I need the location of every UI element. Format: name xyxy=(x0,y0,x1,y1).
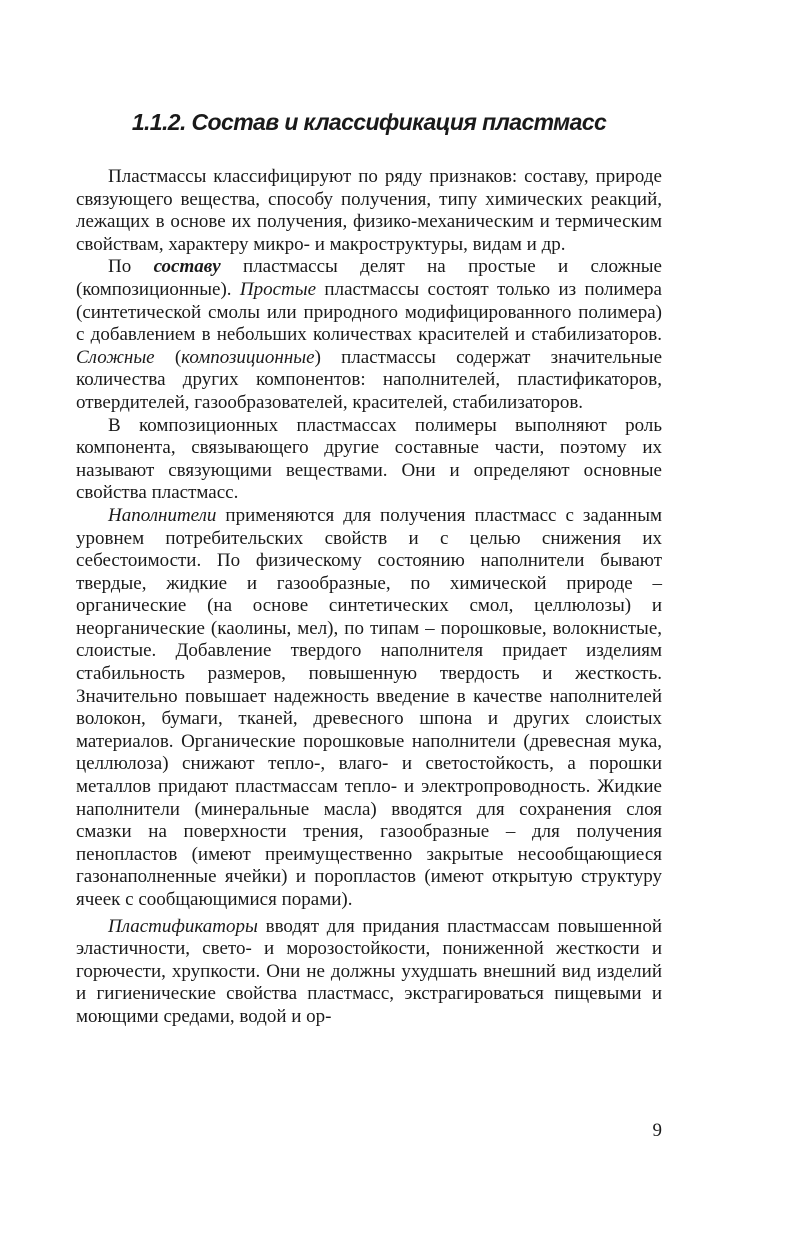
paragraph-fillers xyxy=(76,505,662,912)
term-plasticizers: Пластификаторы xyxy=(108,915,258,937)
term-composite: композиционные xyxy=(181,346,315,368)
paragraph-classification: Пластмассы классифицируют по ряду признаков: составу, природе связующего вещества, способу получения, типу химических реакций, лежащих в основе их получения, физико-механическим и термическим свойствам, характеру микро- и макроструктуры, видам и др. xyxy=(76,166,662,255)
emphasis-composition: составу xyxy=(153,256,221,278)
term-fillers: Наполнители xyxy=(108,504,217,526)
paragraph-binders: В композиционных пластмассах полимеры выполняют роль компонента, связывающего другие составные части, поэтому их называют связующими веществами. Они и определяют основные свойства пластмасс. xyxy=(76,414,662,504)
text-run: пластмассы состоят только из полимера (синтетической смолы или природного модифицированного полимера) с добавлением в небольших количествах красителей и стабилизаторов. xyxy=(76,278,662,346)
term-complex: Сложные xyxy=(76,346,155,368)
section-heading: 1.1.2. Состав и классификация пластмасс xyxy=(131,109,607,135)
paragraph-composition xyxy=(76,256,662,414)
text-run: ( xyxy=(154,346,182,368)
page-body xyxy=(76,108,662,1029)
page-number: 9 xyxy=(652,1120,662,1141)
text-run: По xyxy=(108,256,154,278)
text-run: вводят для придания пластмассам повышенной эластичности, свето- и морозостойкости, пониженной жесткости и горючести, хрупкости. Они не должны ухудшать внешний вид изделий и гигиенические свойства пластмасс, экстрагироваться пищевыми и моющими средами, водой и ор- xyxy=(76,915,662,1027)
text-run: пластмассы делят на простые и сложные (композиционные). xyxy=(76,256,662,300)
paragraph-plasticizers xyxy=(76,916,662,1029)
term-simple: Простые xyxy=(239,278,317,300)
text-run: ) пластмассы содержат значительные количества других компонентов: наполнителей, пластификаторов, отвердителей, газообразователей, красителей, стабилизаторов. xyxy=(76,346,662,413)
text-run: применяются для получения пластмасс с заданным уровнем потребительских свойств и с целью снижения их себестоимости. По физическому состоянию наполнители бывают твердые, жидкие и газообразные, по химической природе – органические (на основе синтетических смол, целлюлозы) и неорганические (каолины, мел), по типам – порошковые, волокнистые, слоистые. Добавление твердого наполнителя придает изделиям стабильность размеров, повышенную твердость и жесткость. Значительно повышает надежность введение в качестве наполнителей волокон, бумаги, тканей, древесного шпона и других слоистых материалов. Органические порошковые наполнители (древесная мука, целлюлоза) снижают тепло-, влаго- и светостойкость, а порошки металлов придают пластмассам тепло- и электропроводность. Жидкие наполнители (минеральные масла) вводятся для сохранения слоя смазки на поверхности трения, газообразные – для получения пенопластов (имеют преимущественно закрытые несообщающиеся газонаполненные ячейки) и поропластов (имеют открытую структуру ячеек с сообщающимися порами). xyxy=(76,504,662,910)
